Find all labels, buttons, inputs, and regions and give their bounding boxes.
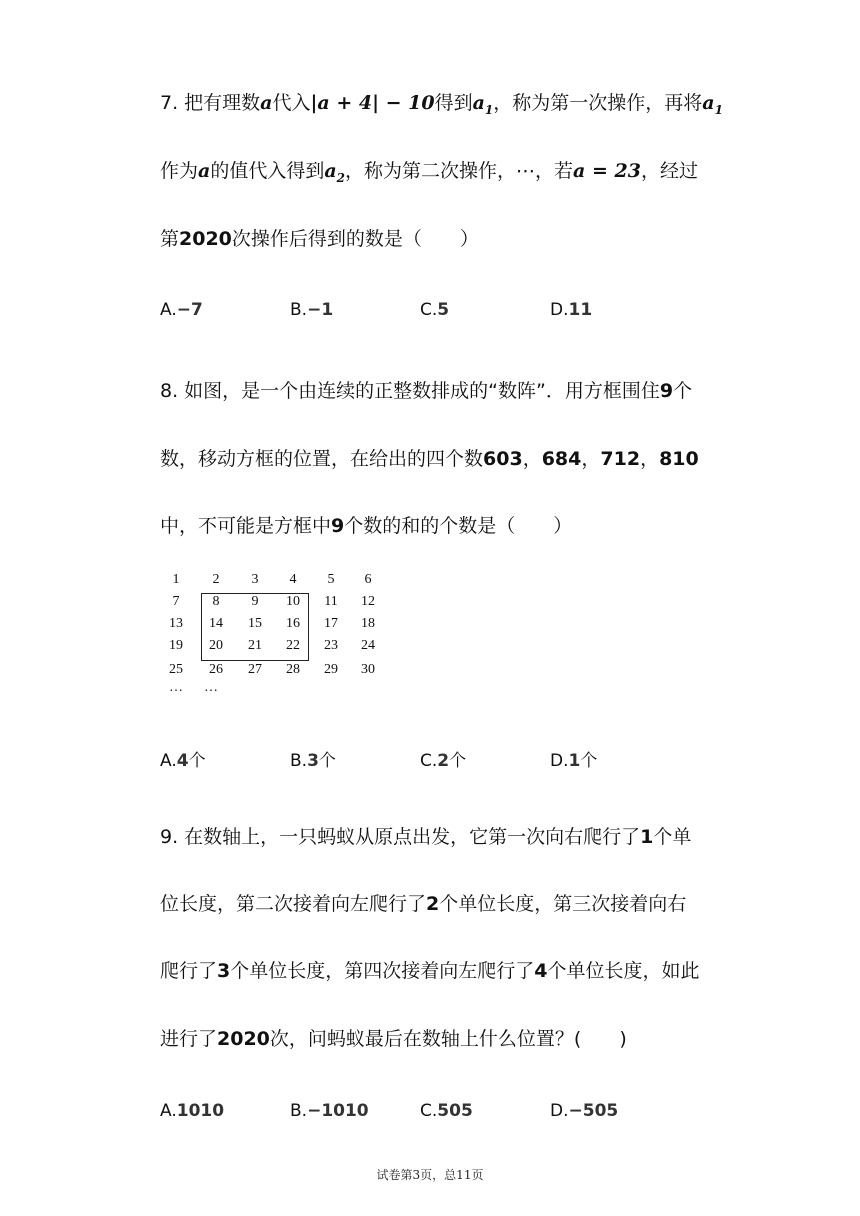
option-value: 3 [307, 751, 319, 771]
array-cell: 16 [286, 616, 300, 631]
array-cell: 26 [209, 662, 223, 677]
q9-text: 爬行了 [160, 960, 218, 982]
array-cell: 27 [248, 662, 262, 677]
q8-option-a[interactable] [160, 746, 206, 771]
q7-text: 第 [160, 228, 180, 250]
q7-text: 次操作后得到的数是（ ） [231, 228, 479, 250]
math-var: a [472, 92, 485, 114]
q8-option-b[interactable] [290, 746, 336, 771]
array-cell: 23 [324, 638, 338, 653]
array-cell: 5 [327, 572, 335, 587]
math-expression: |a + 4| − 10 [310, 92, 435, 114]
math-subscript: 1 [714, 102, 723, 117]
q8-text: 中，不可能是方框中 [160, 515, 332, 537]
option-label: D. [550, 1101, 569, 1121]
option-value: −505 [568, 1101, 619, 1121]
q7-text: 代入 [272, 92, 311, 114]
math-number: 2020 [217, 1028, 270, 1050]
q8-text: 8. 如图，是一个由连续的正整数排成的“数阵”．用方框围住 [160, 380, 660, 402]
q8-text: ， [522, 448, 542, 470]
option-label: B. [290, 751, 308, 771]
math-var: a [324, 160, 337, 182]
option-label: C. [420, 751, 438, 771]
array-cell: 13 [169, 616, 183, 631]
q8-text: 数，移动方框的位置，在给出的四个数 [160, 448, 484, 470]
array-cell: 19 [169, 638, 183, 653]
option-value: −1 [307, 300, 334, 320]
option-label: D. [550, 300, 569, 320]
math-number: 1 [640, 826, 654, 848]
option-label: C. [420, 300, 438, 320]
q7-text: ，称为第一次操作，再将 [493, 92, 703, 114]
array-cell: 1 [172, 572, 180, 587]
array-cell: 18 [361, 616, 375, 631]
q9-text: 个单位长度，第三次接着向右 [439, 893, 687, 915]
q8-text: 个数的和的个数是（ ） [344, 515, 573, 537]
option-label: A. [160, 300, 177, 320]
q9-text: 个单位长度，如此 [547, 960, 700, 982]
array-cell: 2 [212, 572, 220, 587]
array-cell: 12 [361, 594, 375, 609]
q8-text: ， [581, 448, 601, 470]
q9-text: 个单 [653, 826, 692, 848]
q9-line-1 [160, 822, 691, 849]
array-cell: 3 [251, 572, 259, 587]
option-value: 1 [568, 751, 581, 771]
array-cell: 25 [169, 662, 183, 677]
array-cell: 29 [324, 662, 338, 677]
q9-option-b[interactable] [290, 1101, 369, 1121]
q8-line-1 [160, 376, 692, 403]
q9-line-4 [160, 1024, 627, 1051]
q7-text: 作为 [160, 160, 199, 182]
option-value: 1010 [176, 1101, 225, 1121]
array-cell: 10 [286, 594, 300, 609]
q7-option-d[interactable] [550, 300, 592, 320]
math-subscript: 2 [336, 170, 346, 185]
math-number: 810 [659, 448, 699, 470]
math-number: 2020 [179, 228, 232, 250]
option-value: −1010 [307, 1101, 369, 1121]
q7-option-b[interactable] [290, 300, 333, 320]
q9-text: 进行了 [160, 1028, 218, 1050]
array-cell: 21 [248, 638, 262, 653]
q7-text: 得到 [434, 92, 473, 114]
q9-text: 次，问蚂蚁最后在数轴上什么位置？( ) [269, 1028, 627, 1050]
q7-line-3 [160, 224, 479, 251]
option-label: A. [160, 1101, 177, 1121]
array-cell: 4 [289, 572, 297, 587]
q7-text: ，称为第二次操作，⋯，若 [345, 160, 574, 182]
q8-option-c[interactable] [420, 746, 466, 771]
page-footer: 试卷第3页，总11页 [376, 1168, 484, 1182]
q7-text: 的值代入得到 [210, 160, 325, 182]
q7-option-c[interactable] [420, 300, 449, 320]
array-cell: 22 [286, 638, 300, 653]
option-value: −7 [176, 300, 203, 320]
option-suffix: 个 [580, 751, 598, 771]
option-label: A. [160, 751, 177, 771]
q8-text: ， [640, 448, 660, 470]
q9-line-3 [160, 956, 700, 983]
array-ellipsis: … [204, 680, 218, 695]
math-subscript: 1 [484, 102, 494, 117]
q8-option-d[interactable] [550, 746, 597, 771]
math-number: 712 [600, 448, 641, 470]
q7-line-1 [160, 88, 723, 117]
q7-text: 7. 把有理数 [160, 92, 261, 114]
math-var: a [260, 92, 273, 114]
q8-text: 个 [673, 380, 693, 402]
q8-line-3 [160, 511, 572, 538]
q9-option-c[interactable] [420, 1101, 473, 1121]
math-number: 603 [483, 448, 523, 470]
option-label: B. [290, 300, 308, 320]
q7-line-2 [160, 156, 698, 185]
array-cell: 11 [324, 594, 338, 609]
q9-text: 个单位长度，第四次接着向左爬行了 [230, 960, 535, 982]
q9-option-d[interactable] [550, 1101, 618, 1121]
math-number: 3 [217, 960, 231, 982]
option-value: 4 [176, 751, 189, 771]
math-number: 4 [534, 960, 548, 982]
option-label: D. [550, 751, 569, 771]
math-number: 9 [331, 515, 345, 537]
q7-text: ，经过 [640, 160, 698, 182]
option-value: 5 [437, 300, 450, 320]
q9-line-2 [160, 889, 686, 916]
array-cell: 7 [172, 594, 180, 609]
array-cell: 6 [364, 572, 372, 587]
option-value: 2 [437, 751, 450, 771]
math-number: 2 [426, 893, 440, 915]
array-cell: 30 [361, 662, 375, 677]
array-ellipsis: … [169, 680, 183, 695]
option-value: 11 [568, 300, 593, 320]
array-cell: 20 [209, 638, 223, 653]
array-cell: 14 [209, 616, 223, 631]
option-value: 505 [437, 1101, 473, 1121]
q9-text: 位长度，第二次接着向左爬行了 [160, 893, 427, 915]
selection-box [201, 593, 309, 661]
math-var: a [198, 160, 211, 182]
q9-text: 9. 在数轴上，一只蚂蚁从原点出发，它第一次向右爬行了 [160, 826, 641, 848]
math-expression: a = 23 [573, 160, 641, 182]
option-suffix: 个 [449, 751, 467, 771]
q7-option-a[interactable] [160, 300, 203, 320]
option-suffix: 个 [318, 751, 336, 771]
array-cell: 9 [251, 594, 259, 609]
array-cell: 17 [324, 616, 338, 631]
math-number: 9 [659, 380, 674, 402]
array-cell: 8 [212, 594, 220, 609]
array-cell: 28 [286, 662, 300, 677]
q8-line-2 [160, 444, 699, 471]
option-label: C. [420, 1101, 438, 1121]
q9-option-a[interactable] [160, 1101, 224, 1121]
option-suffix: 个 [188, 751, 206, 771]
array-cell: 15 [248, 616, 262, 631]
option-label: B. [290, 1101, 308, 1121]
array-cell: 24 [361, 638, 375, 653]
math-var: a [702, 92, 715, 114]
math-number: 684 [541, 448, 582, 470]
